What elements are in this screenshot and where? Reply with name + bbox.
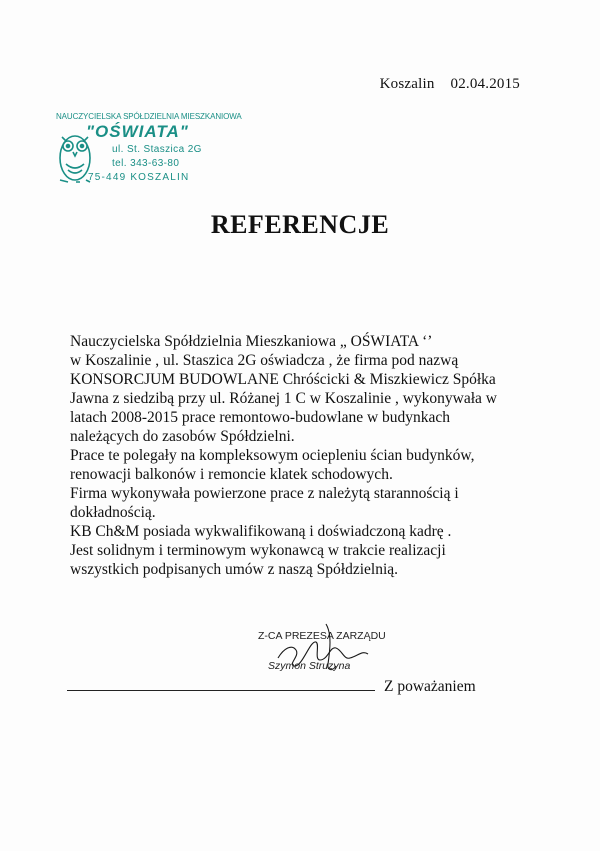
body-line: dokładnością. xyxy=(70,504,156,521)
signatory-name: Szymon Struzyna xyxy=(268,660,351,672)
signatory-title: Z-CA PREZESA ZARZĄDU xyxy=(258,630,386,642)
stamp-postal-city: 75-449 KOSZALIN xyxy=(88,172,190,183)
stamp-organization-name: "OŚWIATA" xyxy=(86,122,189,141)
date-text: 02.04.2015 xyxy=(450,76,520,92)
body-line: w Koszalinie , ul. Staszica 2G oświadcza , że firma pod nazwą xyxy=(70,352,459,369)
body-line: wszystkich podpisanych umów z naszą Spółdzielnią. xyxy=(70,561,399,578)
document-title: REFERENCJE xyxy=(210,210,390,239)
body-line: należących do zasobów Spółdzielni. xyxy=(70,428,295,445)
body-line: renowacji balkonów i remoncie klatek schodowych. xyxy=(70,466,393,483)
stamp-street: ul. St. Staszica 2G xyxy=(112,144,202,155)
signature-underline xyxy=(67,690,375,691)
stamp-cooperative-name: NAUCZYCIELSKA SPÓŁDZIELNIA MIESZKANIOWA xyxy=(56,112,242,121)
body-line: latach 2008-2015 prace remontowo-budowlane w budynkach xyxy=(70,409,451,426)
body-line: Jawna z siedzibą przy ul. Różanej 1 C w Koszalinie , wykonywała w xyxy=(70,390,497,407)
body-line: KB Ch&M posiada wykwalifikowaną i doświadczoną kadrę . xyxy=(70,523,452,540)
body-line: Prace te polegały na kompleksowym ociepleniu ścian budynków, xyxy=(70,447,475,464)
cooperative-stamp xyxy=(52,112,252,190)
place-and-date xyxy=(380,76,520,93)
place-text: Koszalin xyxy=(379,76,435,92)
reference-body xyxy=(70,332,532,579)
body-line: Nauczycielska Spółdzielnia Mieszkaniowa „ OŚWIATA ‘’ xyxy=(70,333,433,350)
stamp-phone: tel. 343-63-80 xyxy=(112,158,180,169)
closing-phrase: Z poważaniem xyxy=(384,678,476,695)
body-line: KONSORCJUM BUDOWLANE Chróścicki & Miszkiewicz Spółka xyxy=(70,371,496,388)
body-line: Jest solidnym i terminowym wykonawcą w trakcie realizacji xyxy=(70,542,446,559)
body-line: Firma wykonywała powierzone prace z należytą starannością i xyxy=(70,485,459,502)
handwritten-signature-icon xyxy=(270,620,380,680)
